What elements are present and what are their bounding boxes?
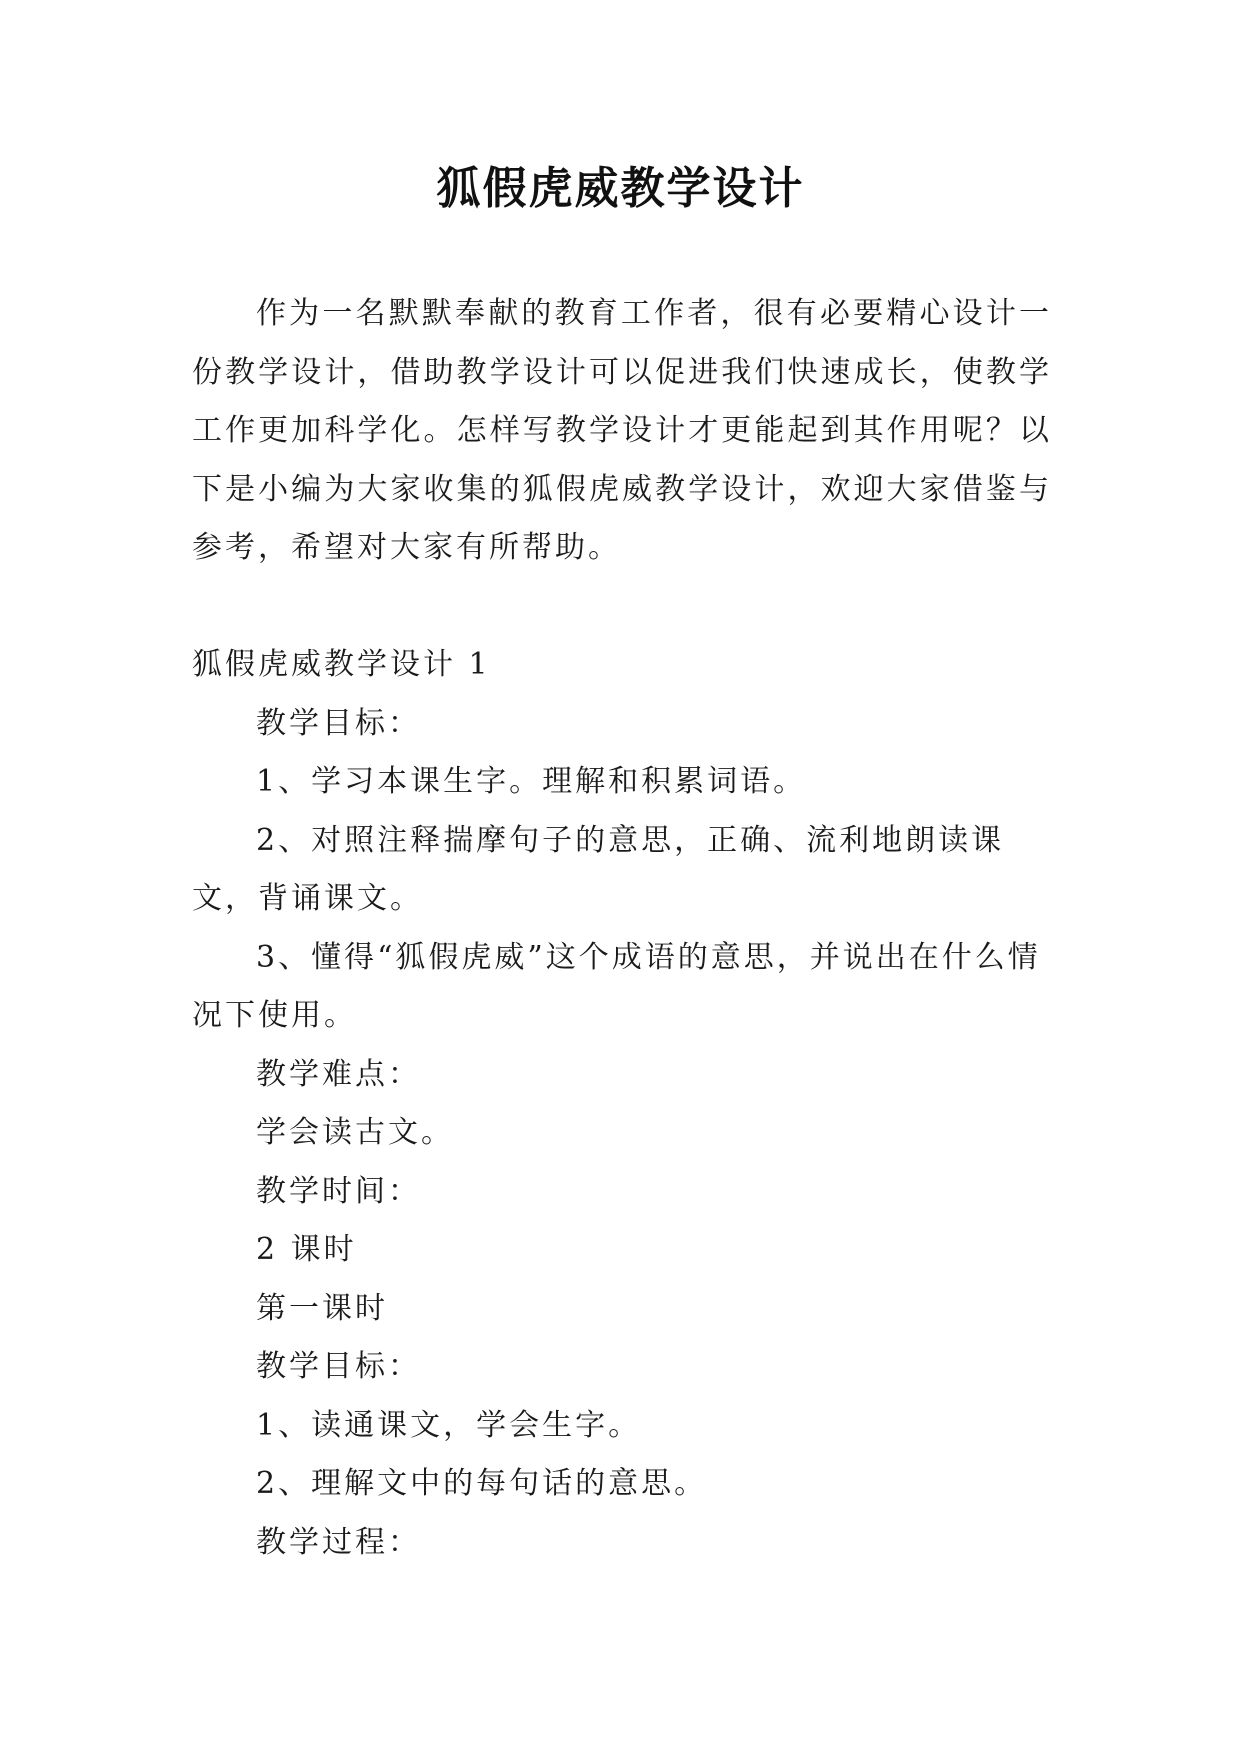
- paragraph-objective-1: 1、学习本课生字。理解和积累词语。: [256, 764, 807, 799]
- section-heading: 狐假虎威教学设计 1: [192, 647, 491, 682]
- paragraph-lesson-1: 第一课时: [256, 1290, 388, 1326]
- intro-paragraph: 作为一名默默奉献的教育工作者，很有必要精心设计一份教学设计，借助教学设计可以促进我们快速成长，使教学工作更加科学化。怎样写教学设计才更能起到其作用呢？以下是小编为大家收集的狐假虎威教学设计，欢迎大家借鉴与参考，希望对大家有所帮助。: [192, 296, 1052, 565]
- paragraph-time-heading: 教学时间：: [256, 1173, 421, 1209]
- paragraph-lesson-objective-2: 2、理解文中的每句话的意思。: [256, 1466, 708, 1501]
- paragraph-lesson-objectives-heading: 教学目标：: [256, 1349, 421, 1384]
- paragraph-lesson-objective-1: 1、读通课文，学会生字。: [256, 1407, 642, 1443]
- paragraph-objectives-heading: 教学目标：: [256, 705, 421, 741]
- paragraph-difficulty-heading: 教学难点：: [256, 1056, 421, 1092]
- document-title: 狐假虎威教学设计: [436, 163, 805, 214]
- document-body: [192, 636, 1052, 1572]
- paragraph-time: 2 课时: [256, 1232, 357, 1267]
- paragraph-objective-2: 2、对照注释揣摩句子的意思，正确、流利地朗读课文，背诵课文。: [192, 822, 1005, 916]
- paragraph-difficulty: 学会读古文。: [256, 1115, 454, 1150]
- paragraph-objective-3: 3、懂得“狐假虎威”这个成语的意思，并说出在什么情况下使用。: [192, 939, 1041, 1033]
- paragraph-process-heading: 教学过程：: [256, 1524, 421, 1560]
